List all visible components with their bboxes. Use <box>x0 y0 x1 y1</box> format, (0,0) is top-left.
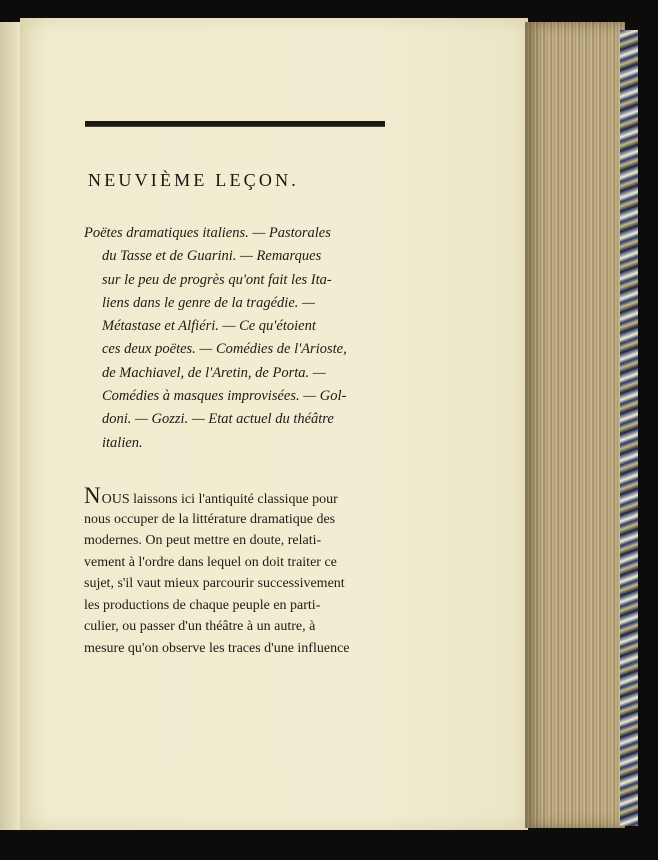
body-line: culier, ou passer d'un théâtre à un autre, à <box>84 619 316 634</box>
body-line: sujet, s'il vaut mieux parcourir successivement <box>84 576 345 591</box>
body-first-line: OUS laissons ici l'antiquité classique pour <box>101 492 338 507</box>
previous-page-edge <box>0 22 20 830</box>
summary-line: Poëtes dramatiques italiens. — Pastorales <box>84 225 331 241</box>
summary-line: Comédies à masques improvisées. — Gol- <box>102 388 347 405</box>
summary-line: du Tasse et de Guarini. — Remarques <box>102 248 322 265</box>
summary-line: ces deux poëtes. — Comédies de l'Arioste, <box>102 341 347 358</box>
body-line: les productions de chaque peuple en parti- <box>84 597 321 613</box>
body-line: mesure qu'on observe les traces d'une influence <box>84 640 350 656</box>
page-block-edge <box>525 22 625 828</box>
lesson-heading: NEUVIÈME LEÇON. <box>88 170 299 190</box>
summary-line: doni. — Gozzi. — Etat actuel du théâtre <box>102 411 334 428</box>
chapter-summary <box>84 222 390 455</box>
body-text <box>84 487 394 659</box>
summary-line: liens dans le genre de la tragédie. — <box>102 294 315 311</box>
body-line <box>84 487 394 509</box>
drop-cap: N <box>84 487 101 508</box>
summary-line: de Machiavel, de l'Aretin, de Porta. — <box>102 364 326 381</box>
summary-line: sur le peu de progrès qu'ont fait les Ita- <box>102 271 332 288</box>
header-rule <box>85 121 385 127</box>
summary-line: italien. <box>102 434 143 451</box>
body-line: modernes. On peut mettre en doute, relati- <box>84 533 322 548</box>
marbled-cover <box>620 30 638 826</box>
summary-line: Métastase et Alfiéri. — Ce qu'étoient <box>102 318 316 335</box>
body-line: vement à l'ordre dans lequel on doit traiter ce <box>84 554 337 570</box>
body-line: nous occuper de la littérature dramatique des <box>84 511 336 527</box>
